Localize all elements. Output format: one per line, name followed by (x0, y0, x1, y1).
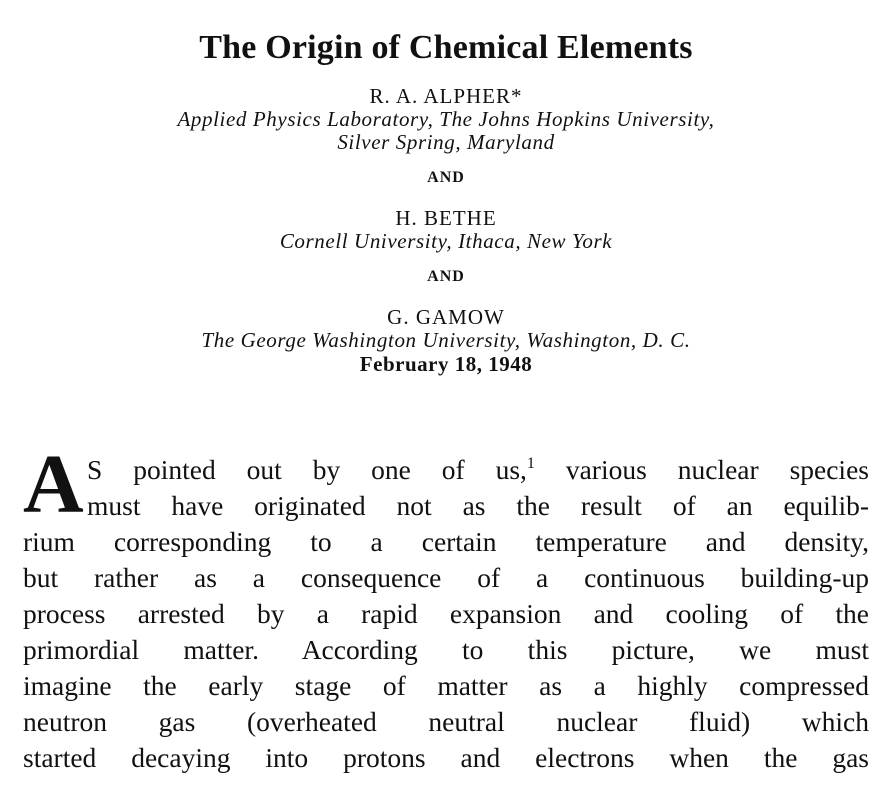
drop-cap: A (23, 438, 84, 531)
body-line: started decaying into protons and electrons when the gas (23, 742, 869, 773)
footnote-marker[interactable]: 1 (526, 455, 535, 472)
paper-body (23, 452, 869, 776)
body-line: but rather as a consequence of a continuous building-up (23, 562, 869, 593)
author-name: G. GAMOW (387, 305, 505, 329)
body-line-text: S pointed out by one of us, (87, 454, 527, 485)
author-name: H. BETHE (395, 206, 497, 230)
body-line: primordial matter. According to this picture, we must (23, 634, 869, 665)
author-affiliation: Applied Physics Laboratory, The Johns Hopkins University, (177, 107, 715, 131)
author-affiliation: The George Washington University, Washington, D. C. (201, 328, 691, 352)
paper-header (0, 26, 892, 377)
body-line-text: various nuclear species (534, 454, 869, 485)
body-line: neutron gas (overheated neutral nuclear fluid) which (23, 706, 869, 737)
body-line: must have originated not as the result of an equilib- (87, 490, 869, 521)
paper-title: The Origin of Chemical Elements (199, 29, 693, 66)
author-separator: AND (427, 268, 465, 285)
author-separator: AND (427, 169, 465, 186)
body-line: process arrested by a rapid expansion and cooling of the (23, 598, 869, 629)
author-affiliation: Silver Spring, Maryland (337, 130, 555, 154)
received-date: February 18, 1948 (359, 352, 533, 376)
author-name: R. A. ALPHER* (369, 84, 523, 108)
body-line (23, 452, 869, 488)
body-line: rium corresponding to a certain temperature and density, (23, 526, 869, 557)
author-affiliation: Cornell University, Ithaca, New York (279, 229, 613, 253)
body-line: imagine the early stage of matter as a highly compressed (23, 670, 869, 701)
